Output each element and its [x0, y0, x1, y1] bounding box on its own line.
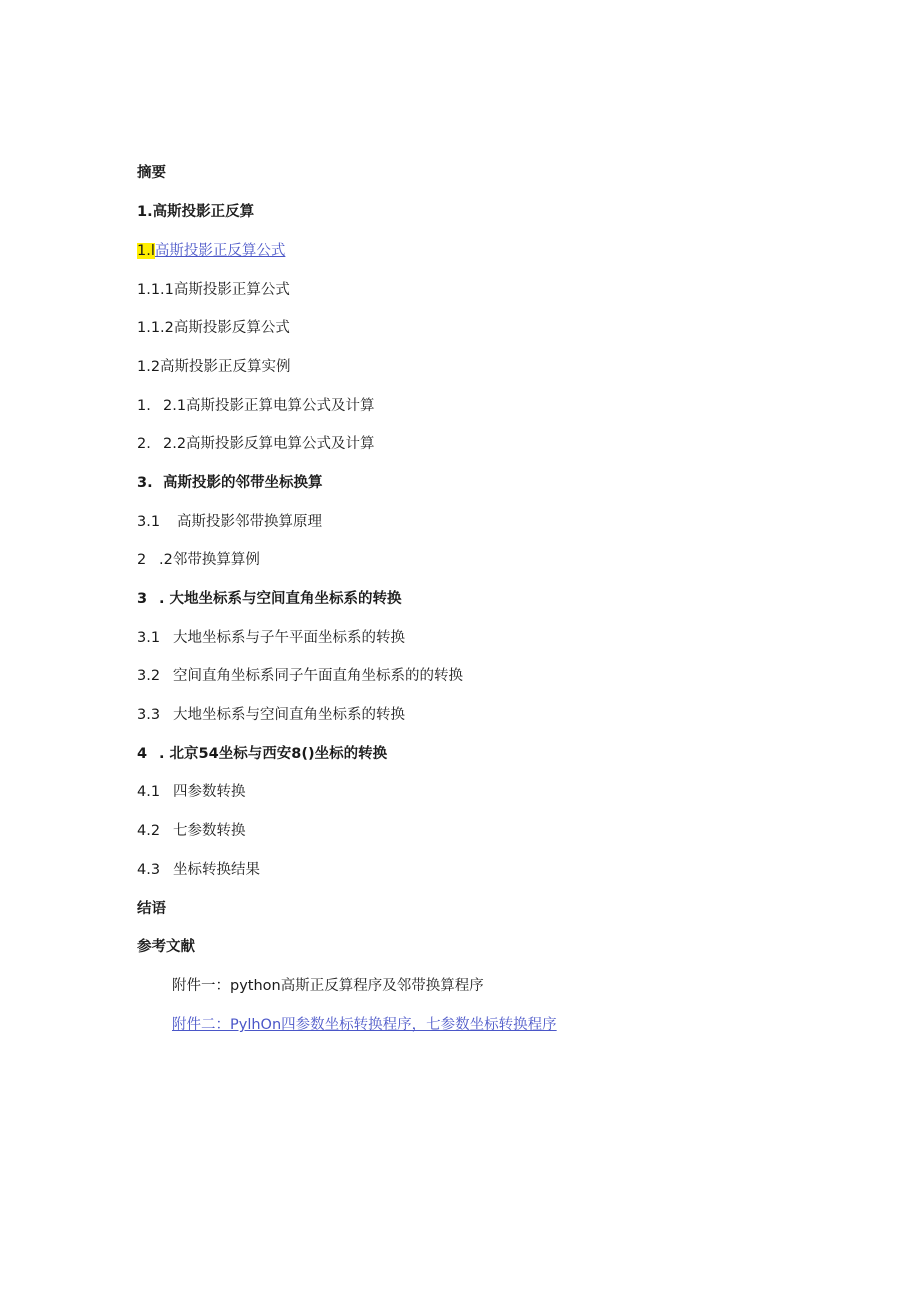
toc-abstract[interactable]: 摘要	[137, 165, 166, 181]
toc-item-title: 2.1高斯投影正算电算公式及计算	[163, 398, 375, 414]
toc-item-number: 3.	[137, 475, 153, 491]
toc-section-4-3[interactable]	[137, 860, 260, 880]
toc-section-1-1-2[interactable]: 1.1.2高斯投影反算公式	[137, 320, 290, 336]
toc-section-3b-1[interactable]	[137, 628, 405, 648]
toc-conclusion[interactable]: 结语	[137, 901, 166, 917]
toc-section-3b-3[interactable]	[137, 705, 405, 725]
toc-item-title: 空间直角坐标系同子午面直角坐标系的的转换	[173, 668, 463, 684]
toc-section-4[interactable]	[137, 744, 387, 764]
toc-section-4-2[interactable]	[137, 821, 246, 841]
toc-item-number: 4.3	[137, 862, 161, 878]
toc-section-1-2-1[interactable]	[137, 396, 375, 416]
toc-section-4-1[interactable]	[137, 782, 246, 802]
toc-appendix-2-link[interactable]: 附件二：PylhOn四参数坐标转换程序，七参数坐标转换程序	[172, 1017, 557, 1033]
toc-item-number: 3.1	[137, 630, 161, 646]
toc-item-title: . 北京54坐标与西安8()坐标的转换	[159, 746, 388, 762]
toc-section-3b[interactable]	[137, 589, 402, 609]
toc-section-3-1[interactable]	[137, 512, 322, 532]
toc-item-number: 3.3	[137, 707, 161, 723]
toc-item-title: 大地坐标系与空间直角坐标系的转换	[173, 707, 405, 723]
toc-item-title: 2.2高斯投影反算电算公式及计算	[163, 436, 375, 452]
toc-item-number: 3.1	[137, 514, 161, 530]
toc-section-1[interactable]: 1.高斯投影正反算	[137, 204, 255, 220]
toc-appendix-1[interactable]: 附件一：python高斯正反算程序及邻带换算程序	[172, 978, 484, 994]
toc-section-1-1[interactable]	[137, 241, 285, 261]
toc-item-number: 1.	[137, 398, 151, 414]
toc-item-number: 4.1	[137, 784, 161, 800]
toc-section-3b-2[interactable]	[137, 666, 463, 686]
toc-section-2-2[interactable]	[137, 550, 260, 570]
toc-item-title: 高斯投影的邻带坐标换算	[163, 475, 323, 491]
toc-item-title: 坐标转换结果	[173, 862, 260, 878]
toc-item-title: . 大地坐标系与空间直角坐标系的转换	[159, 591, 402, 607]
toc-item-title: .2邻带换算算例	[159, 552, 260, 568]
toc-section-1-1-1[interactable]: 1.1.1高斯投影正算公式	[137, 282, 290, 298]
toc-section-1-2-2[interactable]	[137, 434, 375, 454]
toc-item-title: 大地坐标系与子午平面坐标系的转换	[173, 630, 405, 646]
toc-item-title: 七参数转换	[173, 823, 246, 839]
toc-item-number: 3.2	[137, 668, 161, 684]
toc-item-title: 高斯投影邻带换算原理	[177, 514, 322, 530]
toc-section-1-2[interactable]: 1.2高斯投影正反算实例	[137, 359, 291, 375]
toc-section-3[interactable]	[137, 473, 323, 493]
toc-item-number: 2	[137, 552, 147, 568]
toc-item-title: 四参数转换	[173, 784, 246, 800]
toc-references[interactable]: 参考文献	[137, 939, 195, 955]
toc-item-number: 3	[137, 591, 148, 607]
toc-item-number: 2.	[137, 436, 151, 452]
toc-item-number: 4	[137, 746, 148, 762]
toc-section-1-1-number: 1.l	[137, 243, 155, 259]
toc-section-1-1-link[interactable]: 高斯投影正反算公式	[154, 243, 286, 259]
toc-item-number: 4.2	[137, 823, 161, 839]
